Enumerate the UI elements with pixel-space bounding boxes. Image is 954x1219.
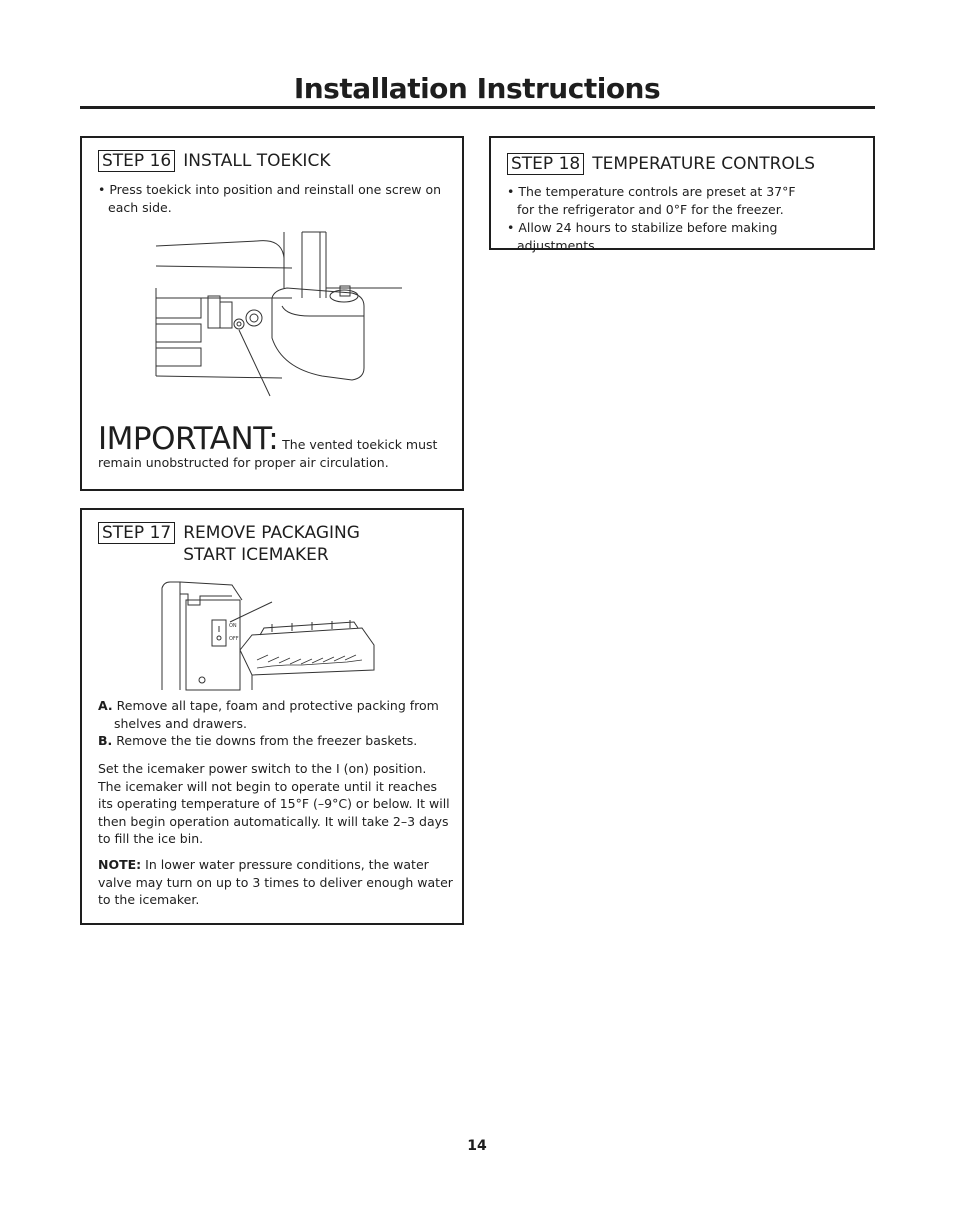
step-17-panel xyxy=(80,508,464,925)
step-17-tag: STEP 17 xyxy=(98,522,175,544)
step-18-bullet: • The temperature controls are preset at 37°F for the refrigerator and 0°F for the freezer. xyxy=(507,183,807,219)
important-label: IMPORTANT: xyxy=(98,421,279,457)
item-b-text: Remove the tie downs from the freezer baskets. xyxy=(116,733,418,748)
page-title: Installation Instructions xyxy=(293,72,661,105)
page-number: 14 xyxy=(467,1138,487,1154)
item-a-label: A. xyxy=(98,698,113,713)
step-17-item-a xyxy=(98,697,453,732)
toekick-illustration xyxy=(82,138,462,438)
step-18-tag: STEP 18 xyxy=(507,153,584,175)
icemaker-illustration xyxy=(82,510,462,700)
item-a-text: Remove all tape, foam and protective packing from shelves and drawers. xyxy=(114,698,439,731)
step-16-panel xyxy=(80,136,464,491)
important-note xyxy=(98,421,438,472)
step-16-title: INSTALL TOEKICK xyxy=(183,151,331,171)
step-18-bullets xyxy=(507,183,862,255)
step-18-panel xyxy=(489,136,875,253)
title-divider xyxy=(80,106,875,109)
step-17-title-line2: START ICEMAKER xyxy=(183,545,329,565)
item-b-label: B. xyxy=(98,733,113,748)
step-18-title: TEMPERATURE CONTROLS xyxy=(592,154,816,174)
switch-off-label: OFF xyxy=(229,636,239,642)
icemaker-instructions: Set the icemaker power switch to the I (on) position. The icemaker will not begin to operate until it reaches its operating temperature of 15°F (–9°C) or below. It will then begin operation automatically. It will take 2–3 days to fill the ice bin. xyxy=(98,761,450,846)
step-18-heading xyxy=(507,153,815,175)
step-17-list xyxy=(98,697,453,750)
note-text: In lower water pressure conditions, the water valve may turn on up to 3 times to deliver enough water to the icemaker. xyxy=(98,857,453,907)
switch-on-label: ON xyxy=(229,623,237,629)
note-paragraph xyxy=(98,856,453,909)
step-17-item-b xyxy=(98,732,453,750)
step-16-bullet: • Press toekick into position and reinstall one screw on each side. xyxy=(98,181,443,217)
note-label: NOTE: xyxy=(98,857,142,872)
step-17-title-line1: REMOVE PACKAGING xyxy=(183,523,360,543)
step-17-note xyxy=(98,856,453,909)
step-16-tag: STEP 16 xyxy=(98,150,175,172)
important-text: The vented toekick must remain unobstructed for proper air circulation. xyxy=(98,437,438,470)
step-18-bullet: • Allow 24 hours to stabilize before making adjustments. xyxy=(507,219,862,255)
step-17-paragraph xyxy=(98,760,453,848)
